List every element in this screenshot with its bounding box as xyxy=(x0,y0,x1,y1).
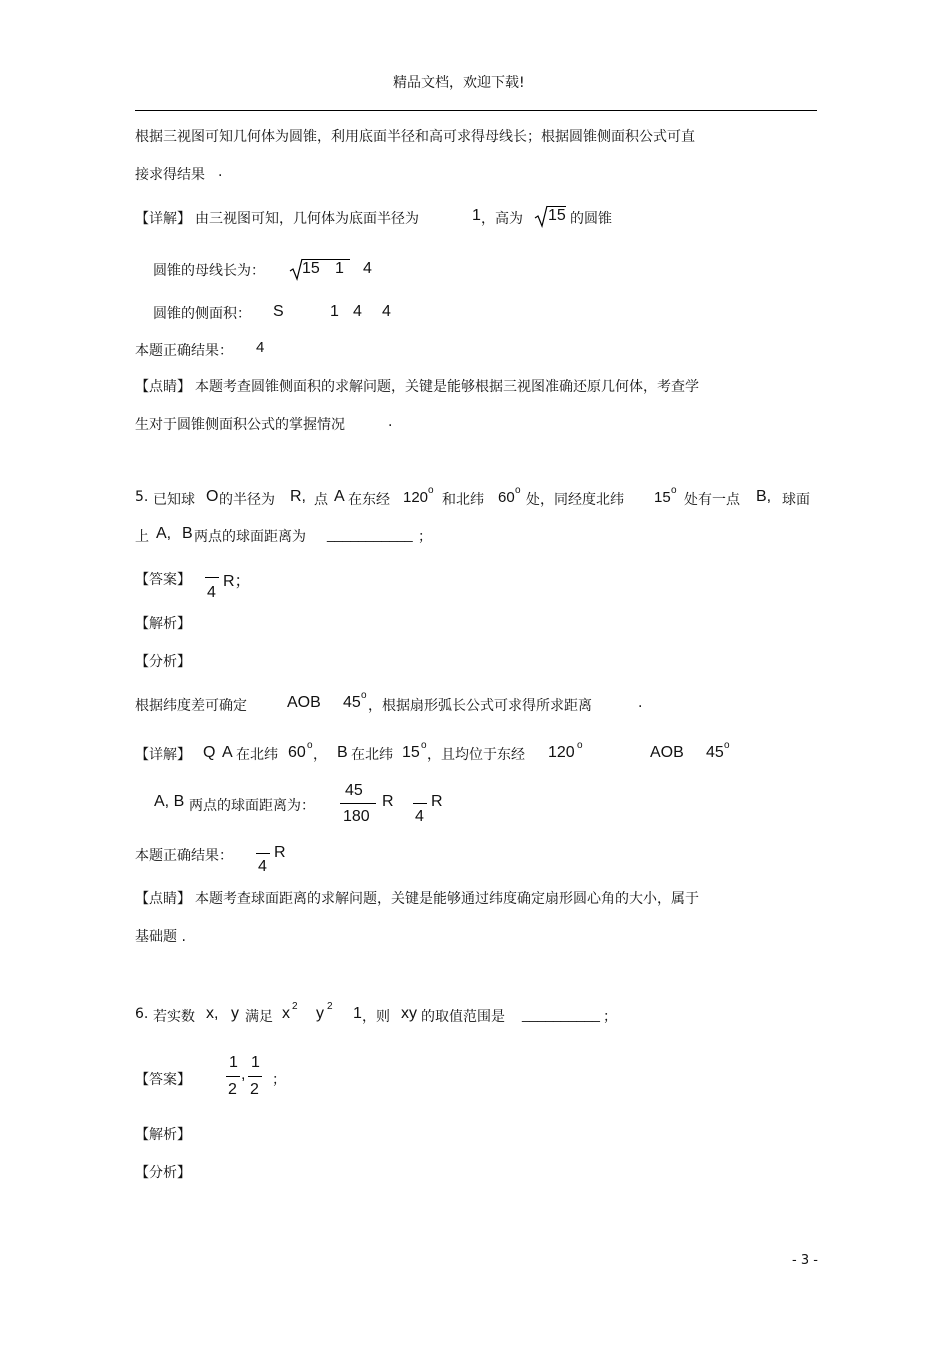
q5-analysis-text1: 根据纬度差可确定 xyxy=(135,698,247,714)
q5-detail-t2: 在北纬 xyxy=(351,747,393,763)
q5-analysis-45: 45 xyxy=(343,694,361,711)
q6-answer-label: 【答案】 xyxy=(135,1072,191,1088)
q5-answer-label: 【答案】 xyxy=(135,572,191,588)
sqrt-sign-icon xyxy=(534,204,548,228)
q5-number: 5. xyxy=(135,489,149,505)
q5-lat2: 15 xyxy=(654,489,671,506)
q4-area-1: 1 xyxy=(330,303,339,320)
q6-y-squared: y xyxy=(316,1005,324,1022)
q4-slant-one: 1 xyxy=(335,260,344,277)
fraction-bar xyxy=(205,577,219,578)
q5-detail-Q: Q xyxy=(203,744,216,761)
q4-detail-text1: 由三视图可知，几何体为底面半径为 xyxy=(195,211,419,227)
sqrt-sign-icon xyxy=(289,257,303,281)
q5-line2-start: 上 xyxy=(135,529,149,545)
q5-dist-denominator2: 4 xyxy=(415,808,424,825)
q5-text5: 和北纬 xyxy=(442,492,484,508)
degree-sign: o xyxy=(515,485,521,496)
q4-area-label: 圆锥的侧面积： xyxy=(153,306,251,322)
q4-area-2: 4 xyxy=(353,303,362,320)
q5-text3: 点 xyxy=(314,492,328,508)
q5-answer-R: R； xyxy=(223,573,251,590)
q6-answer-den1: 2 xyxy=(228,1081,237,1098)
degree-sign: o xyxy=(724,740,730,751)
q5-comment-line1: 本题考查球面距离的求解问题，关键是能够通过纬度确定扇形圆心角的大小，属于 xyxy=(195,891,699,907)
fraction-bar xyxy=(226,1076,240,1077)
q6-exponent: 2 xyxy=(292,1001,298,1012)
q5-text2: 的半径为 xyxy=(219,492,275,508)
q5-answer-blank: ___________ xyxy=(327,526,413,542)
q6-number: 6. xyxy=(135,1006,149,1022)
q4-detail-text2: ，高为 xyxy=(481,211,523,227)
q5-detail-t3: ，且均位于东经 xyxy=(427,747,525,763)
q5-detail-45: 45 xyxy=(706,744,724,761)
q4-slant-label: 圆锥的母线长为： xyxy=(153,263,265,279)
q5-semicolon: ； xyxy=(418,529,432,545)
q4-analysis-line1: 根据三视图可知几何体为圆锥，利用底面半径和高可求得母线长；根据圆锥侧面积公式可直 xyxy=(135,129,695,145)
q4-comment-line2: 生对于圆锥侧面积公式的掌握情况 xyxy=(135,417,345,433)
q5-detail-120: 120 xyxy=(548,744,575,761)
q5-dist-numerator: 45 xyxy=(345,782,363,799)
q6-text1: 若实数 xyxy=(153,1009,195,1025)
header-rule xyxy=(135,110,817,111)
q5-line2-B: B xyxy=(182,525,193,542)
q6-one: 1 xyxy=(353,1005,362,1022)
q5-line2-text: 两点的球面距离为 xyxy=(194,529,306,545)
q5-lon: 120 xyxy=(403,489,429,506)
q4-detail-radius: 1 xyxy=(472,207,481,224)
degree-sign: o xyxy=(307,740,313,751)
q6-x: x, xyxy=(206,1005,219,1022)
q5-detail-60: 60 xyxy=(288,744,306,761)
q5-fenxi-label: 【分析】 xyxy=(135,654,191,670)
q6-xy: xy xyxy=(401,1005,417,1022)
q5-detail-t1: 在北纬 xyxy=(236,747,278,763)
q6-text2: 满足 xyxy=(245,1009,273,1025)
q5-detail-A: A xyxy=(222,744,233,761)
q4-correct-label: 本题正确结果： xyxy=(135,343,233,359)
q4-analysis-period: . xyxy=(218,164,223,180)
degree-sign: o xyxy=(428,485,434,496)
q5-detail-label: 【详解】 xyxy=(135,747,191,763)
q5-correct-denominator: 4 xyxy=(258,858,267,875)
q4-area-3: 4 xyxy=(382,303,391,320)
q5-detail-comma: ， xyxy=(313,747,327,763)
q5-detail-B: B xyxy=(337,744,348,761)
q4-comment-label: 【点睛】 xyxy=(135,379,191,395)
q5-text7: 处有一点 xyxy=(684,492,740,508)
q4-comment-period: . xyxy=(388,414,393,430)
q4-slant-radicand: 15 xyxy=(302,260,320,277)
degree-sign: o xyxy=(577,740,583,751)
fraction-bar xyxy=(248,1076,262,1077)
q6-semicolon: ； xyxy=(603,1009,617,1025)
fraction-bar xyxy=(413,803,427,804)
q5-lat1: 60 xyxy=(498,489,515,506)
q5-text6: 处，同经度北纬 xyxy=(526,492,624,508)
q5-text8: 球面 xyxy=(782,492,810,508)
degree-sign: o xyxy=(361,690,367,701)
q4-detail-height: 15 xyxy=(548,207,566,224)
q5-dist-AB: A, B xyxy=(154,793,185,810)
q6-x-squared: x xyxy=(282,1005,290,1022)
q5-line2-A: A, xyxy=(156,525,172,542)
degree-sign: o xyxy=(671,485,677,496)
q6-fenxi-label: 【分析】 xyxy=(135,1165,191,1181)
q5-dist-R1: R xyxy=(382,793,394,810)
q6-answer-num1: 1 xyxy=(229,1054,238,1071)
page-number: - 3 - xyxy=(792,1253,818,1268)
q6-exponent: 2 xyxy=(327,1001,333,1012)
q5-analysis-text2: ，根据扇形弧长公式可求得所求距离 xyxy=(368,698,592,714)
q5-text4: 在东经 xyxy=(348,492,390,508)
q5-correct-R: R xyxy=(274,844,286,861)
q6-answer-num2: 1 xyxy=(251,1054,260,1071)
fraction-bar xyxy=(340,803,376,804)
q6-jiexi-label: 【解析】 xyxy=(135,1127,191,1143)
fraction-bar xyxy=(256,853,270,854)
q5-text1: 已知球 xyxy=(153,492,195,508)
q5-dist-text: 两点的球面距离为： xyxy=(189,798,315,814)
q5-dist-R2: R xyxy=(431,793,443,810)
q6-text4: 的取值范围是 xyxy=(421,1009,505,1025)
q5-B: B, xyxy=(756,488,772,505)
page-header-title: 精品文档，欢迎下载! xyxy=(393,75,525,91)
q4-comment-line1: 本题考查圆锥侧面积的求解问题，关键是能够根据三视图准确还原几何体，考查学 xyxy=(195,379,699,395)
q5-A: A xyxy=(334,488,345,505)
q4-area-s: S xyxy=(273,303,284,320)
q5-comment-line2: 基础题 . xyxy=(135,929,186,945)
q5-O: O xyxy=(206,488,219,505)
q4-slant-result: 4 xyxy=(363,260,372,277)
q4-correct-value: 4 xyxy=(256,339,265,356)
q6-answer-blank: __________ xyxy=(522,1006,600,1022)
q5-dist-denominator: 180 xyxy=(343,808,370,825)
q5-answer-denominator: 4 xyxy=(207,584,216,601)
q5-detail-15: 15 xyxy=(402,744,420,761)
q5-correct-label: 本题正确结果： xyxy=(135,848,233,864)
q5-analysis-period: . xyxy=(638,695,643,711)
q6-answer-semicolon: ； xyxy=(272,1072,286,1088)
q5-R: R, xyxy=(290,488,306,505)
q4-detail-text3: 的圆锥 xyxy=(570,211,612,227)
q6-text3: ，则 xyxy=(362,1009,390,1025)
q5-analysis-aob: AOB xyxy=(287,694,321,711)
q6-answer-den2: 2 xyxy=(250,1081,259,1098)
q5-detail-aob: AOB xyxy=(650,744,684,761)
q4-analysis-line2: 接求得结果 xyxy=(135,167,205,183)
q5-jiexi-label: 【解析】 xyxy=(135,616,191,632)
q6-y: y xyxy=(231,1005,239,1022)
q6-answer-comma: , xyxy=(241,1066,246,1083)
q5-comment-label: 【点睛】 xyxy=(135,891,191,907)
q4-detail-label: 【详解】 xyxy=(135,211,191,227)
degree-sign: o xyxy=(421,740,427,751)
